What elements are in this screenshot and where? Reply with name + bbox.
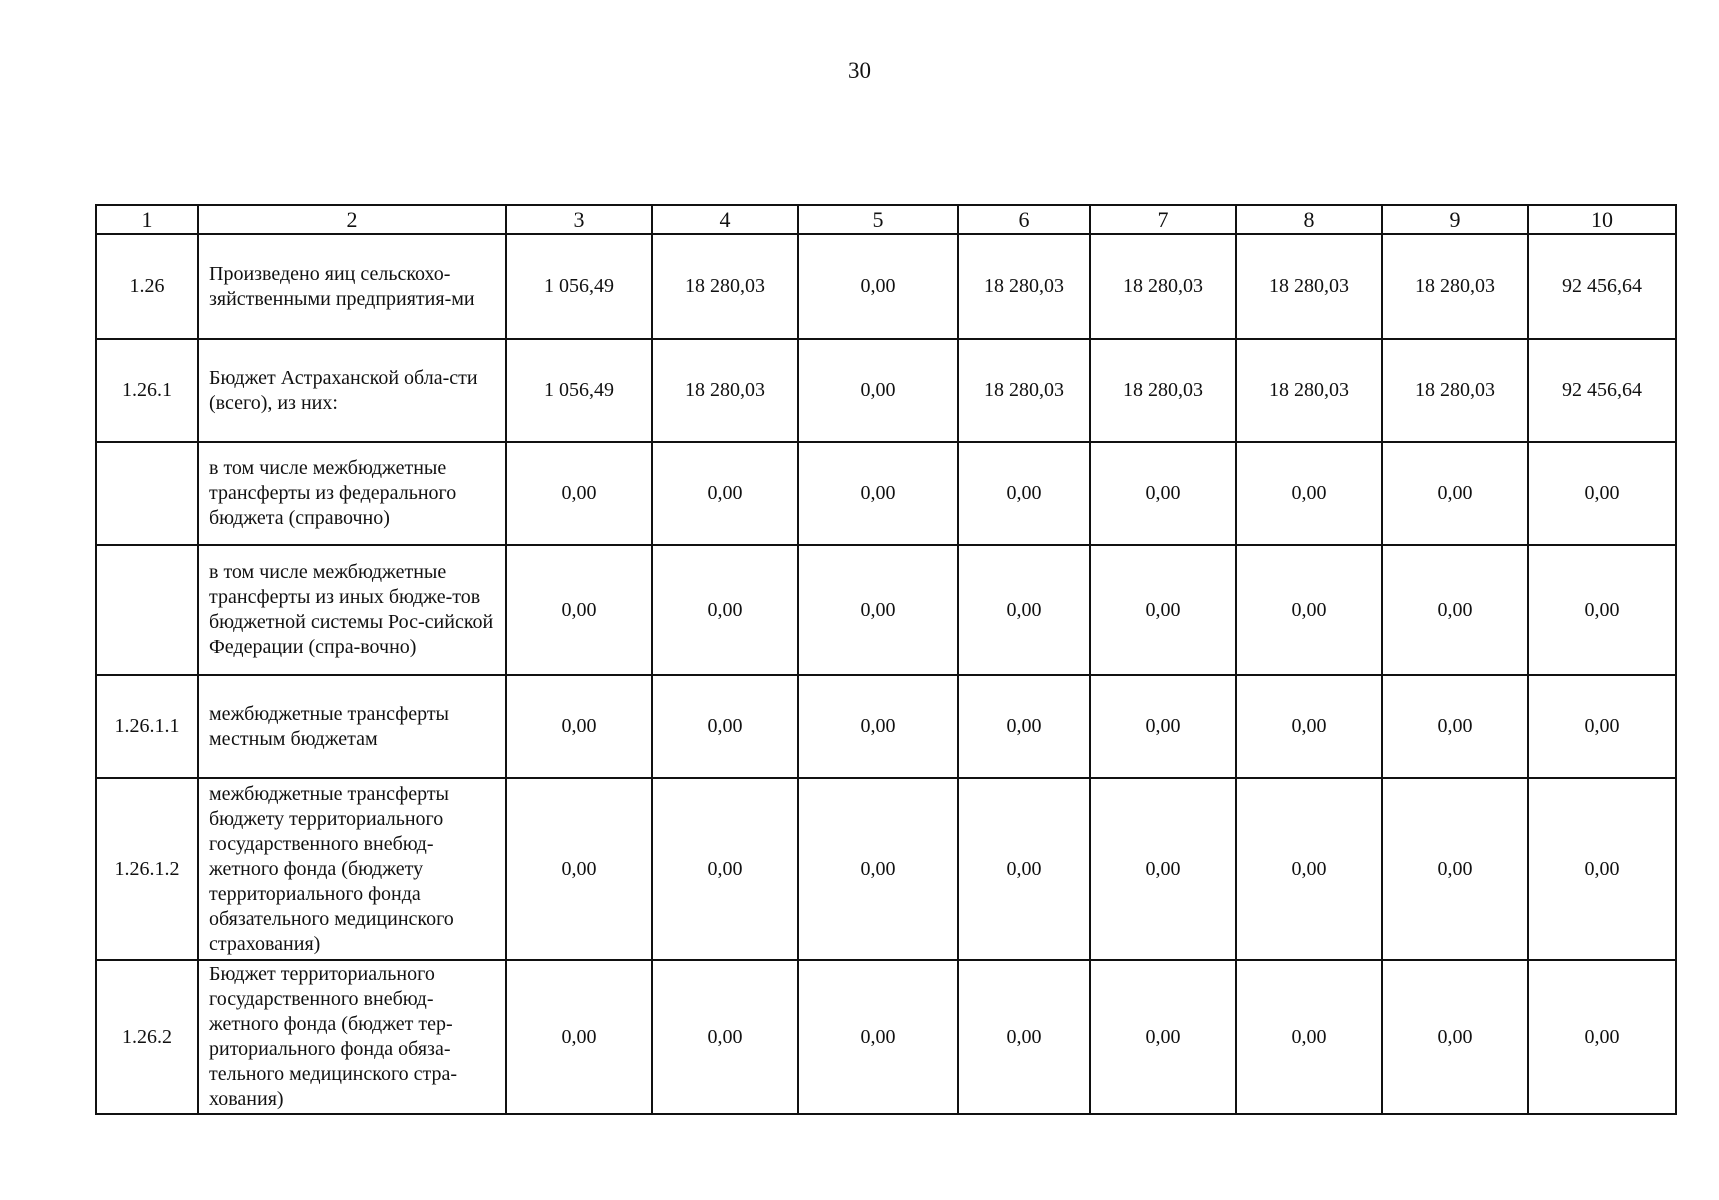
row-value: 18 280,03 bbox=[652, 234, 798, 339]
header-row bbox=[96, 205, 1676, 234]
row-value: 18 280,03 bbox=[958, 234, 1090, 339]
row-value: 18 280,03 bbox=[1236, 234, 1382, 339]
column-header: 3 bbox=[506, 205, 652, 234]
row-value: 18 280,03 bbox=[958, 339, 1090, 442]
row-value: 1 056,49 bbox=[506, 234, 652, 339]
column-header: 2 bbox=[198, 205, 506, 234]
table-row bbox=[96, 545, 1676, 675]
table-row bbox=[96, 960, 1676, 1114]
row-value: 0,00 bbox=[1528, 442, 1676, 545]
row-value: 0,00 bbox=[958, 545, 1090, 675]
row-value: 0,00 bbox=[1382, 960, 1528, 1114]
row-value: 18 280,03 bbox=[1090, 234, 1236, 339]
row-value: 0,00 bbox=[958, 675, 1090, 778]
row-value: 18 280,03 bbox=[1236, 339, 1382, 442]
column-header: 4 bbox=[652, 205, 798, 234]
row-value: 1 056,49 bbox=[506, 339, 652, 442]
row-value: 0,00 bbox=[1236, 442, 1382, 545]
column-header: 6 bbox=[958, 205, 1090, 234]
row-value: 0,00 bbox=[1236, 545, 1382, 675]
row-code: 1.26.1 bbox=[96, 339, 198, 442]
column-header: 8 bbox=[1236, 205, 1382, 234]
column-header: 7 bbox=[1090, 205, 1236, 234]
row-value: 0,00 bbox=[652, 960, 798, 1114]
row-value: 0,00 bbox=[798, 675, 958, 778]
row-value: 18 280,03 bbox=[1382, 234, 1528, 339]
row-value: 0,00 bbox=[798, 234, 958, 339]
row-value: 0,00 bbox=[1090, 545, 1236, 675]
budget-table bbox=[95, 204, 1677, 1115]
row-value: 0,00 bbox=[652, 778, 798, 960]
row-value: 0,00 bbox=[958, 778, 1090, 960]
row-value: 0,00 bbox=[652, 545, 798, 675]
row-value: 0,00 bbox=[1528, 778, 1676, 960]
row-code: 1.26 bbox=[96, 234, 198, 339]
row-code bbox=[96, 545, 198, 675]
row-name: межбюджетные трансферты бюджету территориального государственного внебюд-жетного фонда (бюджету территориального фонда обязательного медицинского страхования) bbox=[198, 778, 506, 960]
row-value: 0,00 bbox=[1236, 960, 1382, 1114]
table-row bbox=[96, 675, 1676, 778]
row-value: 0,00 bbox=[1382, 675, 1528, 778]
row-value: 18 280,03 bbox=[652, 339, 798, 442]
row-code: 1.26.1.1 bbox=[96, 675, 198, 778]
row-value: 0,00 bbox=[1382, 442, 1528, 545]
row-value: 0,00 bbox=[958, 442, 1090, 545]
row-name: Бюджет Астраханской обла-сти (всего), из них: bbox=[198, 339, 506, 442]
row-value: 0,00 bbox=[1382, 545, 1528, 675]
column-header: 1 bbox=[96, 205, 198, 234]
column-header: 10 bbox=[1528, 205, 1676, 234]
row-value: 0,00 bbox=[1090, 442, 1236, 545]
row-code: 1.26.2 bbox=[96, 960, 198, 1114]
row-code bbox=[96, 442, 198, 545]
row-value: 0,00 bbox=[798, 442, 958, 545]
row-value: 92 456,64 bbox=[1528, 339, 1676, 442]
row-value: 0,00 bbox=[798, 778, 958, 960]
page-number: 30 bbox=[848, 58, 871, 83]
table-row bbox=[96, 778, 1676, 960]
row-value: 0,00 bbox=[652, 675, 798, 778]
row-value: 0,00 bbox=[1236, 778, 1382, 960]
row-value: 0,00 bbox=[1528, 545, 1676, 675]
row-name: межбюджетные трансферты местным бюджетам bbox=[198, 675, 506, 778]
row-value: 0,00 bbox=[798, 960, 958, 1114]
row-value: 0,00 bbox=[798, 339, 958, 442]
row-value: 0,00 bbox=[958, 960, 1090, 1114]
row-value: 0,00 bbox=[1528, 960, 1676, 1114]
row-value: 0,00 bbox=[1090, 778, 1236, 960]
row-name: в том числе межбюджетные трансферты из иных бюдже-тов бюджетной системы Рос-сийской Федерации (спра-вочно) bbox=[198, 545, 506, 675]
row-value: 0,00 bbox=[506, 545, 652, 675]
table-row bbox=[96, 442, 1676, 545]
row-value: 18 280,03 bbox=[1090, 339, 1236, 442]
row-name: в том числе межбюджетные трансферты из федерального бюджета (справочно) bbox=[198, 442, 506, 545]
row-value: 0,00 bbox=[506, 960, 652, 1114]
row-value: 18 280,03 bbox=[1382, 339, 1528, 442]
row-code: 1.26.1.2 bbox=[96, 778, 198, 960]
row-value: 0,00 bbox=[506, 675, 652, 778]
row-value: 92 456,64 bbox=[1528, 234, 1676, 339]
row-value: 0,00 bbox=[1236, 675, 1382, 778]
row-name: Бюджет территориального государственного внебюд-жетного фонда (бюджет тер-риториального фонда обяза-тельного медицинского стра-хования) bbox=[198, 960, 506, 1114]
column-header: 5 bbox=[798, 205, 958, 234]
table-row bbox=[96, 234, 1676, 339]
row-value: 0,00 bbox=[1528, 675, 1676, 778]
row-value: 0,00 bbox=[506, 778, 652, 960]
row-value: 0,00 bbox=[506, 442, 652, 545]
row-value: 0,00 bbox=[652, 442, 798, 545]
row-value: 0,00 bbox=[1382, 778, 1528, 960]
row-name: Произведено яиц сельскохо-зяйственными предприятия-ми bbox=[198, 234, 506, 339]
row-value: 0,00 bbox=[1090, 960, 1236, 1114]
row-value: 0,00 bbox=[1090, 675, 1236, 778]
row-value: 0,00 bbox=[798, 545, 958, 675]
table-row bbox=[96, 339, 1676, 442]
column-header: 9 bbox=[1382, 205, 1528, 234]
